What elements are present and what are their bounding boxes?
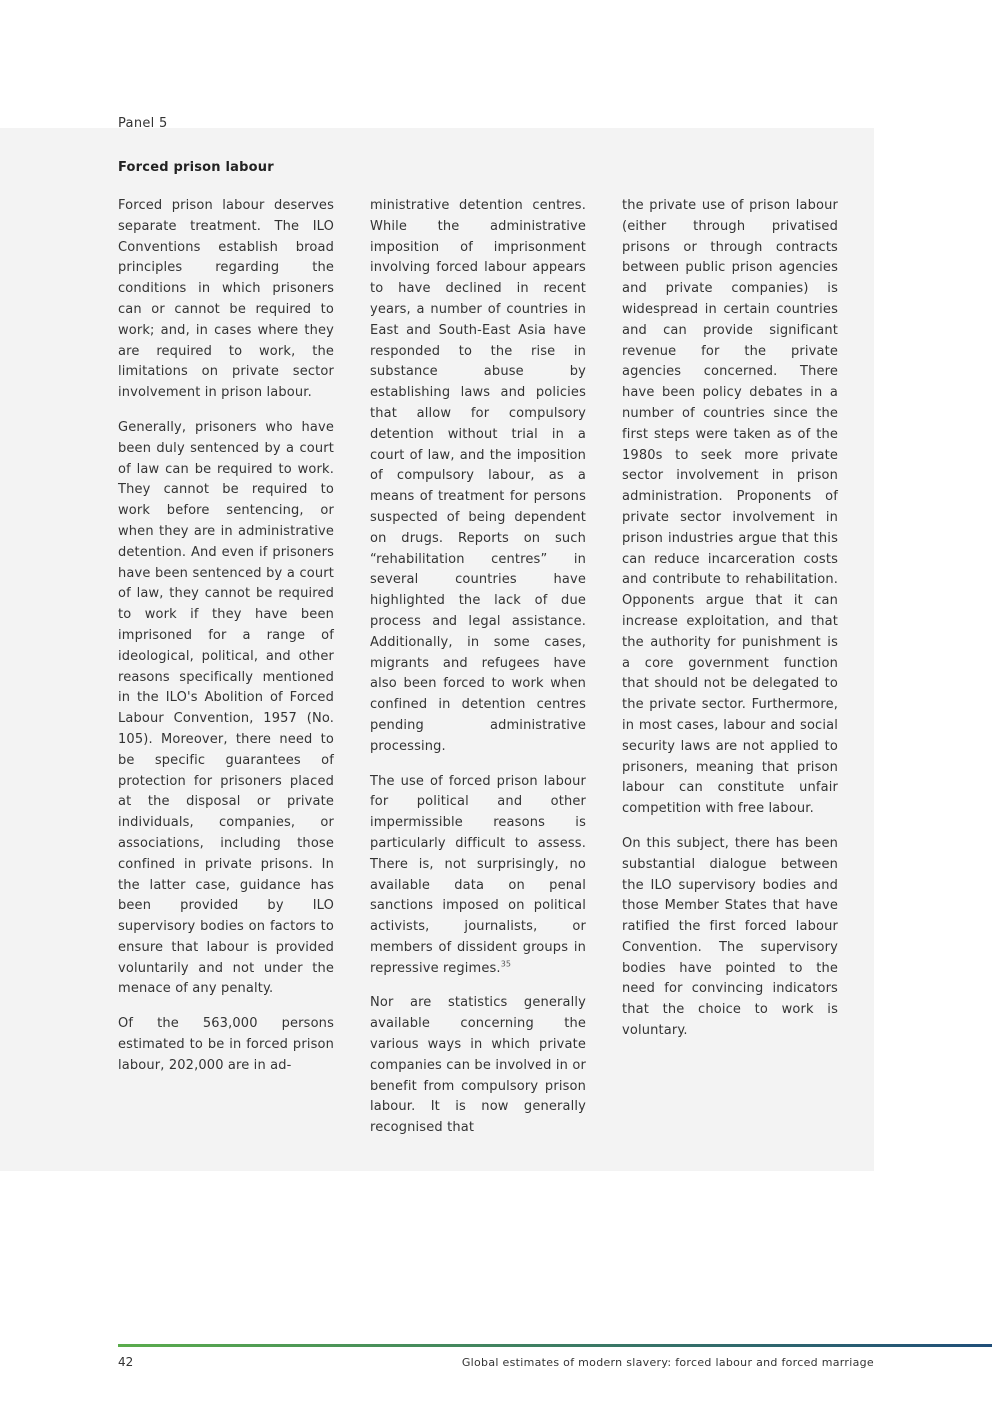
paragraph: ministrative detention centres. While the administrative imposition of imprisonment involving forced labour appears to have declined in recent years, a number of countries in East and South-East Asia have responded to the rise in substance abuse by establishing laws and policies that allow for compulsory detention without trial in a court of law, and the imposition of compulsory labour, as a means of treatment for persons suspected of being dependent on drugs. Reports on such “rehabilitation centres” in several countries have highlighted the lack of due process and legal assistance. Additionally, in some cases, migrants and refugees have also been forced to work when confined in detention centres pending administrative processing. — [370, 198, 586, 754]
text-column-2 — [370, 196, 586, 1153]
paragraph: Forced prison labour deserves separate treatment. The ILO Conventions establish broad principles regarding the conditions in which prisoners can or cannot be required to work; and, in cases where they are required to work, the limitations on private sector involvement in prison labour. — [118, 198, 334, 401]
paragraph-with-footnote — [370, 772, 586, 980]
paragraph: On this subject, there has been substantial dialogue between the ILO supervisory bodies and those Member States that have ratified the first forced labour Convention. The supervisory bodies have pointed to the need for convincing indicators that the choice to work is voluntary. — [622, 835, 838, 1039]
panel-title: Forced prison labour — [118, 160, 274, 175]
paragraph: the private use of prison labour (either through privatised prisons or through contracts between public prison agencies and private companies) is widespread in certain countries and can provide significant revenue for the private agencies concerned. There have been policy debates in a number of countries since the first steps were taken as of the 1980s to seek more private sector involvement in prison administration. Proponents of private sector involvement in prison industries argue that this can reduce incarceration costs and contribute to rehabilitation. Opponents argue that it can increase exploitation, and that the authority for punishment is a core government function that should not be delegated to the private sector. Furthermore, in most cases, labour and social security laws are not applied to prisoners, meaning that prison labour can constitute unfair competition with free labour. — [622, 198, 838, 817]
paragraph: Generally, prisoners who have been duly sentenced by a court of law can be required to work. They cannot be required to work before sentencing, or when they are in administrative detention. And even if prisoners have been sentenced by a court of law, they cannot be required to work if they have been imprisoned for a range of ideological, political, and other reasons specifically mentioned in the ILO's Abolition of Forced Labour Convention, 1957 (No. 105). Moreover, there need to be specific guarantees of protection for prisoners placed at the disposal or private individuals, companies, or associations, including those confined in private prisons. In the latter case, guidance has been provided by ILO supervisory bodies on factors to ensure that labour is provided voluntarily and not under the menace of any penalty. — [118, 419, 334, 997]
paragraph-text: The use of forced prison labour for political and other impermissible reasons is particularly difficult to assess. There is, not surprisingly, no available data on penal sanctions imposed on political activists, journalists, or members of dissident groups in repressive regimes. — [370, 773, 586, 976]
text-column-1 — [118, 196, 334, 1091]
footer-title: Global estimates of modern slavery: forced labour and forced marriage — [461, 1356, 874, 1369]
footer-divider — [118, 1344, 992, 1347]
paragraph: Of the 563,000 persons estimated to be in forced prison labour, 202,000 are in ad- — [118, 1016, 334, 1073]
paragraph: Nor are statistics generally available concerning the various ways in which private companies can be involved in or benefit from compulsory prison labour. It is now generally recognised that — [370, 995, 586, 1136]
page-number: 42 — [118, 1355, 134, 1369]
text-column-3 — [622, 196, 838, 1056]
panel-label: Panel 5 — [118, 116, 168, 131]
footnote-reference[interactable]: 35 — [500, 959, 512, 969]
